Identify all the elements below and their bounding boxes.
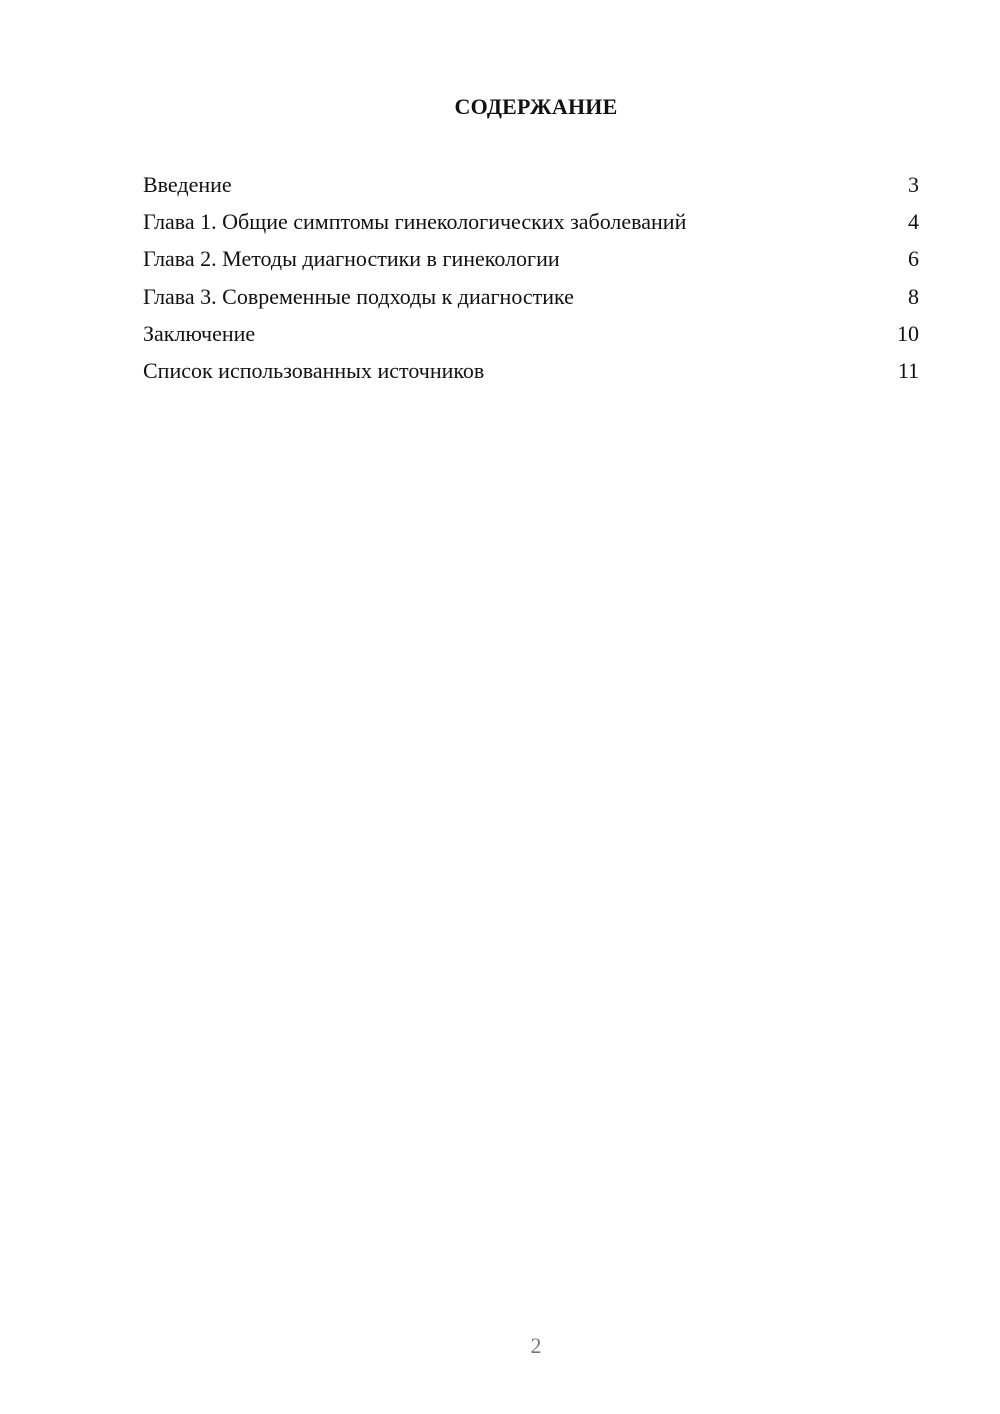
- toc-entry-label: Введение: [143, 172, 232, 197]
- toc-entry: [143, 315, 919, 352]
- toc-entry: [143, 240, 919, 277]
- toc-entry: [143, 278, 919, 315]
- toc-entry-label: Глава 3. Современные подходы к диагностике: [143, 283, 574, 309]
- toc-entry: [143, 203, 919, 240]
- toc-entry-page: 8: [908, 283, 919, 309]
- toc-entry-page: 11: [897, 357, 919, 383]
- toc-entry-label: Глава 2. Методы диагностики в гинекологии: [143, 246, 560, 272]
- toc-entry-page: 10: [897, 320, 919, 346]
- table-of-contents: [143, 166, 919, 389]
- toc-entry-page: 6: [908, 246, 919, 272]
- toc-entry: [143, 352, 919, 389]
- toc-entry-page: 4: [908, 209, 919, 235]
- toc-entry-label: Заключение: [143, 320, 256, 346]
- toc-entry: [143, 166, 919, 203]
- toc-title: СОДЕРЖАНИЕ: [454, 94, 618, 119]
- toc-entry-label: Глава 1. Общие симптомы гинекологических заболеваний: [143, 209, 687, 235]
- page-number: 2: [530, 1333, 542, 1358]
- toc-entry-label: Список использованных источников: [143, 357, 485, 383]
- toc-entry-page: 3: [908, 172, 919, 197]
